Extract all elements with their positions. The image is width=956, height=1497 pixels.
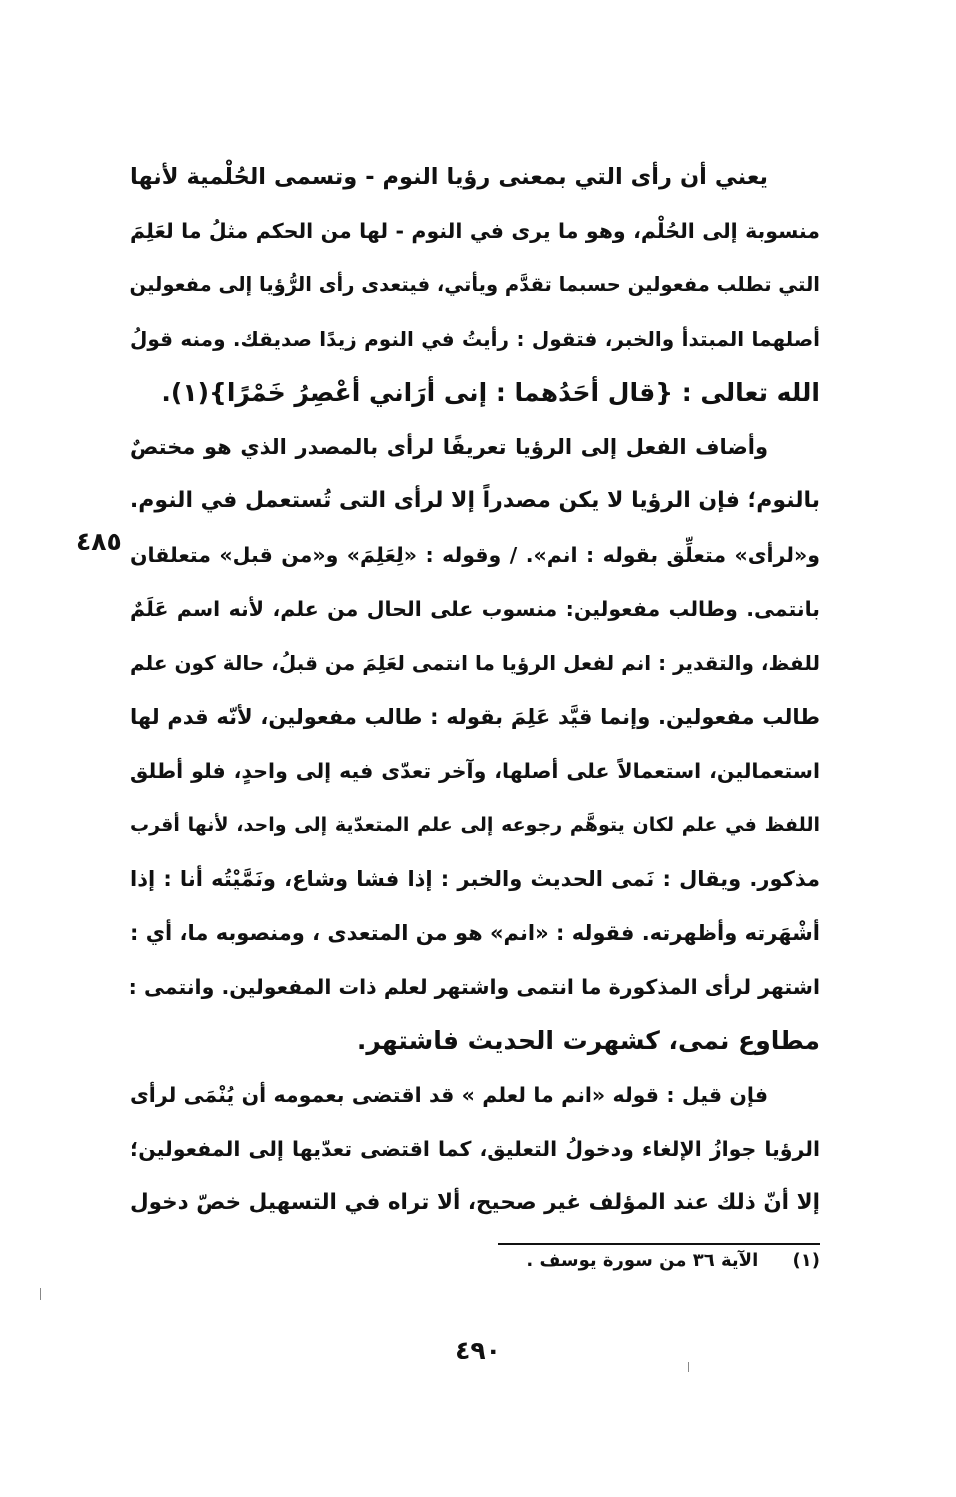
text-line: بالنوم؛ فإن الرؤيا لا يكن مصدراً إلا لرأى التى تُستعمل في النوم. xyxy=(129,488,820,513)
text-line: أصلهما المبتدأ والخبر، فتقول : رأيتُ في النوم زيدًا صديقك. ومنه قولُ xyxy=(130,327,820,351)
text-line: اللفظ في علم لكان يتوهَّم رجوعه إلى علم المتعدّية إلى واحد، لأنها أقرب xyxy=(130,814,820,836)
text-line: فإن قيل : قوله «انم ما لعلم » قد اقتضى بعمومه أن يُنْمَى لرأى xyxy=(130,1083,768,1107)
page-number: ٤٩٠ xyxy=(455,1336,501,1365)
text-line: مطاوع نمى، كشهرت الحديث فاشتهر. xyxy=(356,1026,820,1055)
footnote-marker: (١) xyxy=(792,1250,820,1271)
text-line: استعمالين، استعمالاً على أصلها، وآخر تعدّى فيه إلى واحدٍ، فلو أطلق xyxy=(130,759,820,783)
footnote xyxy=(526,1250,820,1271)
footnote-text: الآية ٣٦ من سورة يوسف . xyxy=(526,1250,759,1271)
text-line: اشتهر لرأى المذكورة ما انتمى واشتهر لعلم ذات المفعولين. وانتمى : xyxy=(128,975,820,999)
footnote-separator xyxy=(498,1243,820,1245)
text-line: للفظ، والتقدير : انم لفعل الرؤيا ما انتمى لعَلِمَ من قبلُ، حالة كون علم xyxy=(130,651,820,675)
text-line: أشْهَرته وأظهرته. فقوله : «انم» هو من المتعدى ، ومنصوبه ما، أي : xyxy=(130,921,820,945)
paragraph-2 xyxy=(130,420,820,1068)
text-line: إلا أنّ ذلك عند المؤلف غير صحيح، ألا تراه في التسهيل خصّ دخول xyxy=(130,1190,820,1215)
text-line: منسوبة إلى الحُلْم، وهو ما يرى في النوم - لها من الحكم مثلُ ما لعَلِمَ xyxy=(130,219,820,243)
paragraph-3 xyxy=(130,1068,820,1230)
scan-artifact xyxy=(688,1362,689,1372)
paragraph-1 xyxy=(130,150,820,420)
text-line: وأضاف الفعل إلى الرؤيا تعريفًا لرأى بالمصدر الذي هو مختصٌ xyxy=(130,435,768,459)
text-line: و«لرأى» متعلِّق بقوله : انم». / وقوله : «لِعَلِمَ» و«من قبل» متعلقان xyxy=(130,543,820,567)
text-line: بانتمى. وطالب مفعولين: منسوب على الحال من علم، لأنه اسم عَلَمٌ xyxy=(130,597,820,621)
text-line: الله تعالى : {قال أحَدُهما : إنى أرَاني أعْصِرُ خَمْرًا}(١). xyxy=(161,378,820,407)
text-line: التي تطلب مفعولين حسبما تقدَّم ويأتي، فيتعدى رأى الرُّؤيا إلى مفعولين xyxy=(129,273,820,296)
main-text xyxy=(130,150,820,1230)
text-line: يعني أن رأى التي بمعنى رؤيا النوم - وتسمى الحُلْمية لأنها xyxy=(130,164,768,190)
text-line: الرؤيا جوازُ الإلغاء ودخولُ التعليق، كما اقتضى تعدّيها إلى المفعولين؛ xyxy=(130,1137,820,1161)
text-line: مذكور. ويقال : نَمى الحديث والخبر : إذا فشا وشاع، ونَمَّيْتُه أنا : إذا xyxy=(130,867,820,891)
scan-artifact xyxy=(40,1288,41,1300)
text-line: طالب مفعولين. وإنما قيَّد عَلِمَ بقوله : طالب مفعولين، لأنّه قدم لها xyxy=(130,705,820,729)
margin-folio-number: ٤٨٥ xyxy=(76,527,122,556)
